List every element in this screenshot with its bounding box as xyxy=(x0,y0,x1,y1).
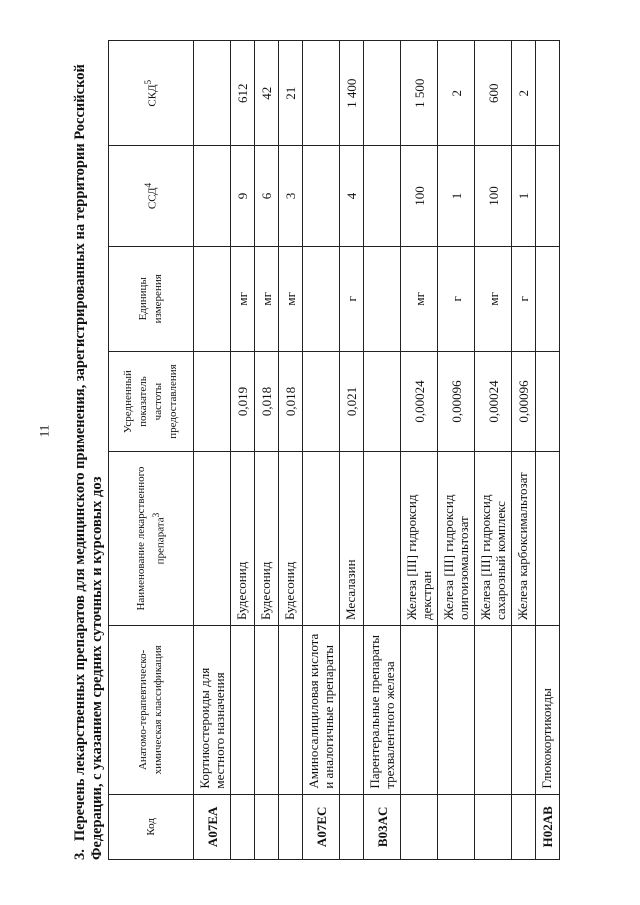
col-atc-cell xyxy=(512,626,536,795)
col-skd-cell: 21 xyxy=(279,41,303,146)
col-code-header: Код xyxy=(109,794,194,859)
table-row xyxy=(340,41,364,860)
col-ssd-cell: 1 xyxy=(512,146,536,246)
table-row xyxy=(279,41,303,860)
col-units-cell xyxy=(536,246,560,351)
col-atc-cell: Глюкокортикоиды xyxy=(536,626,560,795)
col-code-cell: H02AB xyxy=(536,794,560,859)
col-frequency-cell: 0,00096 xyxy=(438,351,475,451)
col-drug-name-cell xyxy=(364,452,401,626)
col-ssd-cell xyxy=(303,146,340,246)
col-atc-cell: Аминосалициловая кислота и аналогичные препараты xyxy=(303,626,340,795)
col-frequency-cell: 0,018 xyxy=(255,351,279,451)
col-drug-name-cell: Железа [III] гидроксид декстран xyxy=(401,452,438,626)
document-sheet xyxy=(72,0,632,860)
col-ssd-cell xyxy=(536,146,560,246)
col-code-cell xyxy=(255,794,279,859)
col-code-cell xyxy=(340,794,364,859)
col-code-cell: B03AC xyxy=(364,794,401,859)
col-code-cell xyxy=(279,794,303,859)
col-frequency-cell: 0,021 xyxy=(340,351,364,451)
col-frequency-cell xyxy=(194,351,231,451)
col-skd-cell: 2 xyxy=(512,41,536,146)
col-units-cell xyxy=(303,246,340,351)
col-drug-name-cell: Железа карбоксимальтозат xyxy=(512,452,536,626)
col-frequency-cell xyxy=(364,351,401,451)
col-code-cell: A07EC xyxy=(303,794,340,859)
col-frequency-cell xyxy=(536,351,560,451)
col-drug-name-cell: Железа [III] гидроксид олигоизомальтозат xyxy=(438,452,475,626)
col-units-cell: г xyxy=(340,246,364,351)
col-atc-cell xyxy=(279,626,303,795)
col-skd-cell: 600 xyxy=(475,41,512,146)
table-row xyxy=(255,41,279,860)
table-row xyxy=(512,41,536,860)
col-ssd-cell: 100 xyxy=(475,146,512,246)
col-units-cell: мг xyxy=(279,246,303,351)
col-drug-name-cell xyxy=(536,452,560,626)
col-frequency-cell: 0,018 xyxy=(279,351,303,451)
col-units-header: Единицы измерения xyxy=(109,246,194,351)
col-atc-cell: Кортикостероиды для местного назначения xyxy=(194,626,231,795)
col-skd-cell xyxy=(303,41,340,146)
section-title-text: Перечень лекарственных препаратов для медицинского применения, зарегистрированных на территории Российской Федерации, с указанием средних суточных и курсовых доз xyxy=(72,64,105,860)
col-code-cell xyxy=(512,794,536,859)
col-ssd-cell: 100 xyxy=(401,146,438,246)
col-units-cell: г xyxy=(438,246,475,351)
col-drug-name-cell xyxy=(303,452,340,626)
col-units-cell: мг xyxy=(475,246,512,351)
col-atc-header: Анатомо-терапевтическо-химическая классификация xyxy=(109,626,194,795)
col-units-cell xyxy=(364,246,401,351)
col-ssd-cell: 4 xyxy=(340,146,364,246)
col-units-cell: мг xyxy=(255,246,279,351)
col-drug-name-cell: Железа [III] гидроксид сахарозный комплекс xyxy=(475,452,512,626)
col-units-cell: мг xyxy=(231,246,255,351)
table-row xyxy=(194,41,231,860)
col-skd-cell xyxy=(194,41,231,146)
col-ssd-cell xyxy=(364,146,401,246)
col-drug-name-cell: Будесонид xyxy=(231,452,255,626)
drug-table xyxy=(108,40,560,860)
col-atc-cell: Парентеральные препараты трехвалентного железа xyxy=(364,626,401,795)
col-code-cell xyxy=(438,794,475,859)
col-code-cell xyxy=(231,794,255,859)
table-row xyxy=(438,41,475,860)
col-code-cell: A07EA xyxy=(194,794,231,859)
col-atc-cell xyxy=(475,626,512,795)
col-atc-cell xyxy=(340,626,364,795)
col-atc-cell xyxy=(401,626,438,795)
col-units-cell xyxy=(194,246,231,351)
col-skd-cell xyxy=(364,41,401,146)
col-frequency-cell: 0,00024 xyxy=(401,351,438,451)
col-skd-header: СКД$^5$ xyxy=(109,41,194,146)
col-ssd-cell xyxy=(194,146,231,246)
col-drug-name-cell: Месалазин xyxy=(340,452,364,626)
col-skd-cell: 2 xyxy=(438,41,475,146)
col-frequency-header: Усредненный показатель частоты предоставления xyxy=(109,351,194,451)
col-drug-name-cell xyxy=(194,452,231,626)
col-units-cell: г xyxy=(512,246,536,351)
col-frequency-cell: 0,00024 xyxy=(475,351,512,451)
section-title xyxy=(72,30,106,860)
col-atc-cell xyxy=(438,626,475,795)
col-ssd-cell: 9 xyxy=(231,146,255,246)
col-frequency-cell: 0,00096 xyxy=(512,351,536,451)
col-drug-name-header: Наименование лекарственного препарата$^3$ xyxy=(109,452,194,626)
table-row xyxy=(475,41,512,860)
table-row xyxy=(364,41,401,860)
col-skd-cell: 1 500 xyxy=(401,41,438,146)
col-ssd-header: ССД$^4$ xyxy=(109,146,194,246)
col-skd-cell: 612 xyxy=(231,41,255,146)
table-row xyxy=(303,41,340,860)
col-frequency-cell: 0,019 xyxy=(231,351,255,451)
col-frequency-cell xyxy=(303,351,340,451)
col-units-cell: мг xyxy=(401,246,438,351)
col-drug-name-cell: Будесонид xyxy=(279,452,303,626)
col-atc-cell xyxy=(231,626,255,795)
page-number: 11 xyxy=(36,424,52,438)
col-skd-cell: 42 xyxy=(255,41,279,146)
table-header-row xyxy=(109,41,194,860)
col-ssd-cell: 6 xyxy=(255,146,279,246)
col-atc-cell xyxy=(255,626,279,795)
col-code-cell xyxy=(401,794,438,859)
col-ssd-cell: 3 xyxy=(279,146,303,246)
table-row xyxy=(231,41,255,860)
table-row xyxy=(401,41,438,860)
table-row xyxy=(536,41,560,860)
col-skd-cell xyxy=(536,41,560,146)
section-number: 3. xyxy=(72,849,88,860)
col-code-cell xyxy=(475,794,512,859)
col-drug-name-cell: Будесонид xyxy=(255,452,279,626)
col-skd-cell: 1 400 xyxy=(340,41,364,146)
col-ssd-cell: 1 xyxy=(438,146,475,246)
